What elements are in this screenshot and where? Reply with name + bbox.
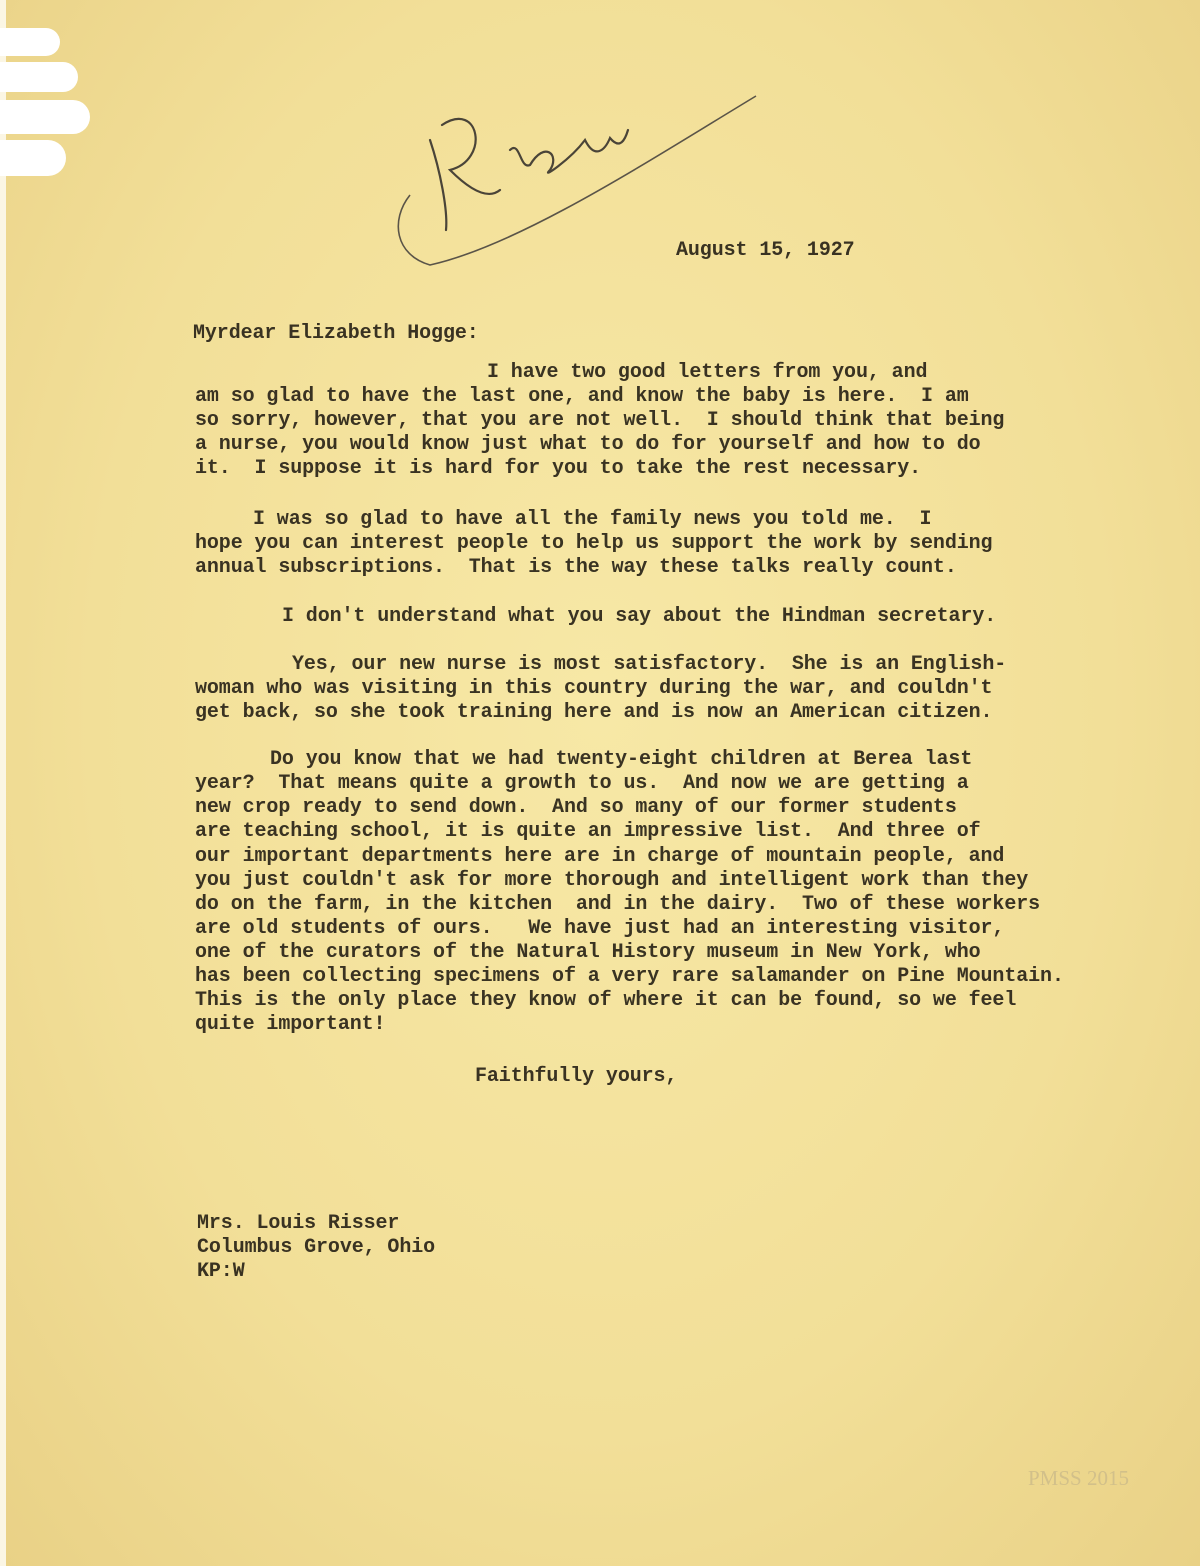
text-line: you just couldn't ask for more thorough and intelligent work than they <box>195 869 1029 892</box>
closing: Faithfully yours, <box>475 1065 678 1088</box>
text-line: one of the curators of the Natural History museum in New York, who <box>195 941 981 964</box>
text-line: it. I suppose it is hard for you to take the rest necessary. <box>195 457 922 480</box>
text-line: I don't understand what you say about the Hindman secretary. <box>282 605 997 628</box>
text-line: year? That means quite a growth to us. And now we are getting a <box>195 772 969 795</box>
text-line: our important departments here are in charge of mountain people, and <box>195 845 1005 868</box>
reference-initials: KP:W <box>197 1260 245 1283</box>
recipient-name: Mrs. Louis Risser <box>197 1212 400 1235</box>
text-line: do on the farm, in the kitchen and in the dairy. Two of these workers <box>195 893 1041 916</box>
text-line: am so glad to have the last one, and know the baby is here. I am <box>195 385 969 408</box>
watermark: PMSS 2015 <box>1028 1466 1129 1490</box>
text-line: Do you know that we had twenty-eight children at Berea last <box>270 748 973 771</box>
text-line: This is the only place they know of where it can be found, so we feel <box>195 989 1017 1012</box>
text-line: are old students of ours. We have just had an interesting visitor, <box>195 917 1005 940</box>
text-line: woman who was visiting in this country during the war, and couldn't <box>195 677 993 700</box>
text-line: so sorry, however, that you are not well. I should think that being <box>195 409 1005 432</box>
text-line: a nurse, you would know just what to do for yourself and how to do <box>195 433 981 456</box>
text-line: hope you can interest people to help us support the work by sending <box>195 532 993 555</box>
recipient-address: Columbus Grove, Ohio <box>197 1236 436 1259</box>
text-line: Yes, our new nurse is most satisfactory. She is an English- <box>292 653 1007 676</box>
text-line: are teaching school, it is quite an impressive list. And three of <box>195 820 981 843</box>
text-line: I have two good letters from you, and <box>487 361 928 384</box>
text-line: get back, so she took training here and is now an American citizen. <box>195 701 993 724</box>
salutation: Myrdear Elizabeth Hogge: <box>193 322 479 345</box>
text-line: quite important! <box>195 1013 386 1036</box>
text-line: new crop ready to send down. And so many of our former students <box>195 796 957 819</box>
text-line: has been collecting specimens of a very rare salamander on Pine Mountain. <box>195 965 1064 988</box>
text-line: I was so glad to have all the family news you told me. I <box>253 508 932 531</box>
text-line: annual subscriptions. That is the way these talks really count. <box>195 556 957 579</box>
letter-date: August 15, 1927 <box>676 239 855 262</box>
